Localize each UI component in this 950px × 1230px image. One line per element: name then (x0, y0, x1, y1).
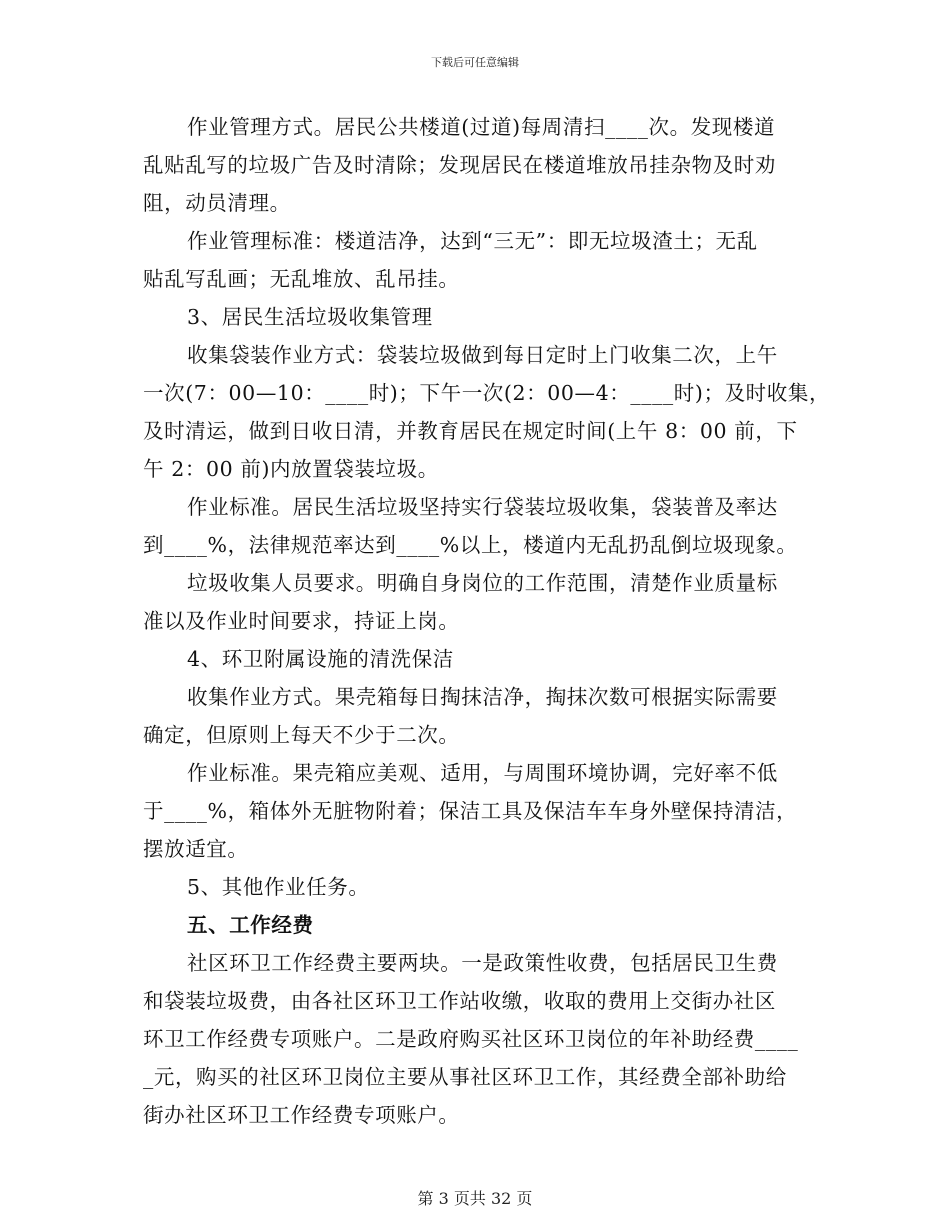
text-line: 街办社区环卫工作经费专项账户。 (143, 1103, 460, 1127)
text-line: 作业标准。居民生活垃圾坚持实行袋装垃圾收集，袋装普及率达 (187, 495, 778, 519)
text-line: 收集作业方式。果壳箱每日掏抹洁净，掏抹次数可根据实际需要 (187, 685, 778, 709)
document-body (143, 108, 831, 1134)
text-line: 到____%，法律规范率达到____%以上，楼道内无乱扔乱倒垃圾现象。 (143, 533, 798, 557)
text-line: 垃圾收集人员要求。明确自身岗位的工作范围，清楚作业质量标 (187, 571, 778, 595)
text-line: 及时清运，做到日收日清，并教育居民在规定时间(上午 8：00 前，下 (143, 419, 798, 443)
page-footer: 第 3 页共 32 页 (417, 1189, 533, 1208)
text-line: 于____%，箱体外无脏物附着；保洁工具及保洁车车身外壁保持清洁， (143, 799, 798, 823)
text-line: 作业管理标准：楼道洁净，达到“三无”：即无垃圾渣土；无乱 (187, 229, 758, 253)
page-header: 下载后可任意编辑 (431, 56, 519, 69)
text-line: 阻，动员清理。 (143, 191, 291, 215)
text-line: 午 2：00 前)内放置袋装垃圾。 (143, 457, 439, 481)
text-line: 和袋装垃圾费，由各社区环卫工作站收缴，收取的费用上交街办社区 (143, 989, 776, 1013)
text-line: 5、其他作业任务。 (187, 875, 370, 899)
text-line: 一次(7：00—10：____时)；下午一次(2：00—4：____时)；及时收集， (143, 381, 831, 405)
text-line: 贴乱写乱画；无乱堆放、乱吊挂。 (143, 267, 460, 291)
text-line: 作业管理方式。居民公共楼道(过道)每周清扫____次。发现楼道 (187, 115, 776, 139)
text-line: 社区环卫工作经费主要两块。一是政策性收费，包括居民卫生费 (187, 951, 778, 975)
text-line: 作业标准。果壳箱应美观、适用，与周围环境协调，完好率不低 (187, 761, 778, 785)
text-line: 乱贴乱写的垃圾广告及时清除；发现居民在楼道堆放吊挂杂物及时劝 (143, 153, 776, 177)
text-line: 4、环卫附属设施的清洗保洁 (187, 647, 454, 671)
text-line: 环卫工作经费专项账户。二是政府购买社区环卫岗位的年补助经费____ (143, 1027, 799, 1051)
text-line: 准以及作业时间要求，持证上岗。 (143, 609, 460, 633)
text-line: 确定，但原则上每天不少于二次。 (143, 723, 460, 747)
text-line: 摆放适宜。 (143, 837, 249, 861)
text-line: 3、居民生活垃圾收集管理 (187, 305, 433, 329)
text-line: _元，购买的社区环卫岗位主要从事社区环卫工作，其经费全部补助给 (143, 1065, 787, 1089)
text-line: 收集袋装作业方式：袋装垃圾做到每日定时上门收集二次，上午 (187, 343, 778, 367)
section-heading: 五、工作经费 (187, 913, 314, 937)
